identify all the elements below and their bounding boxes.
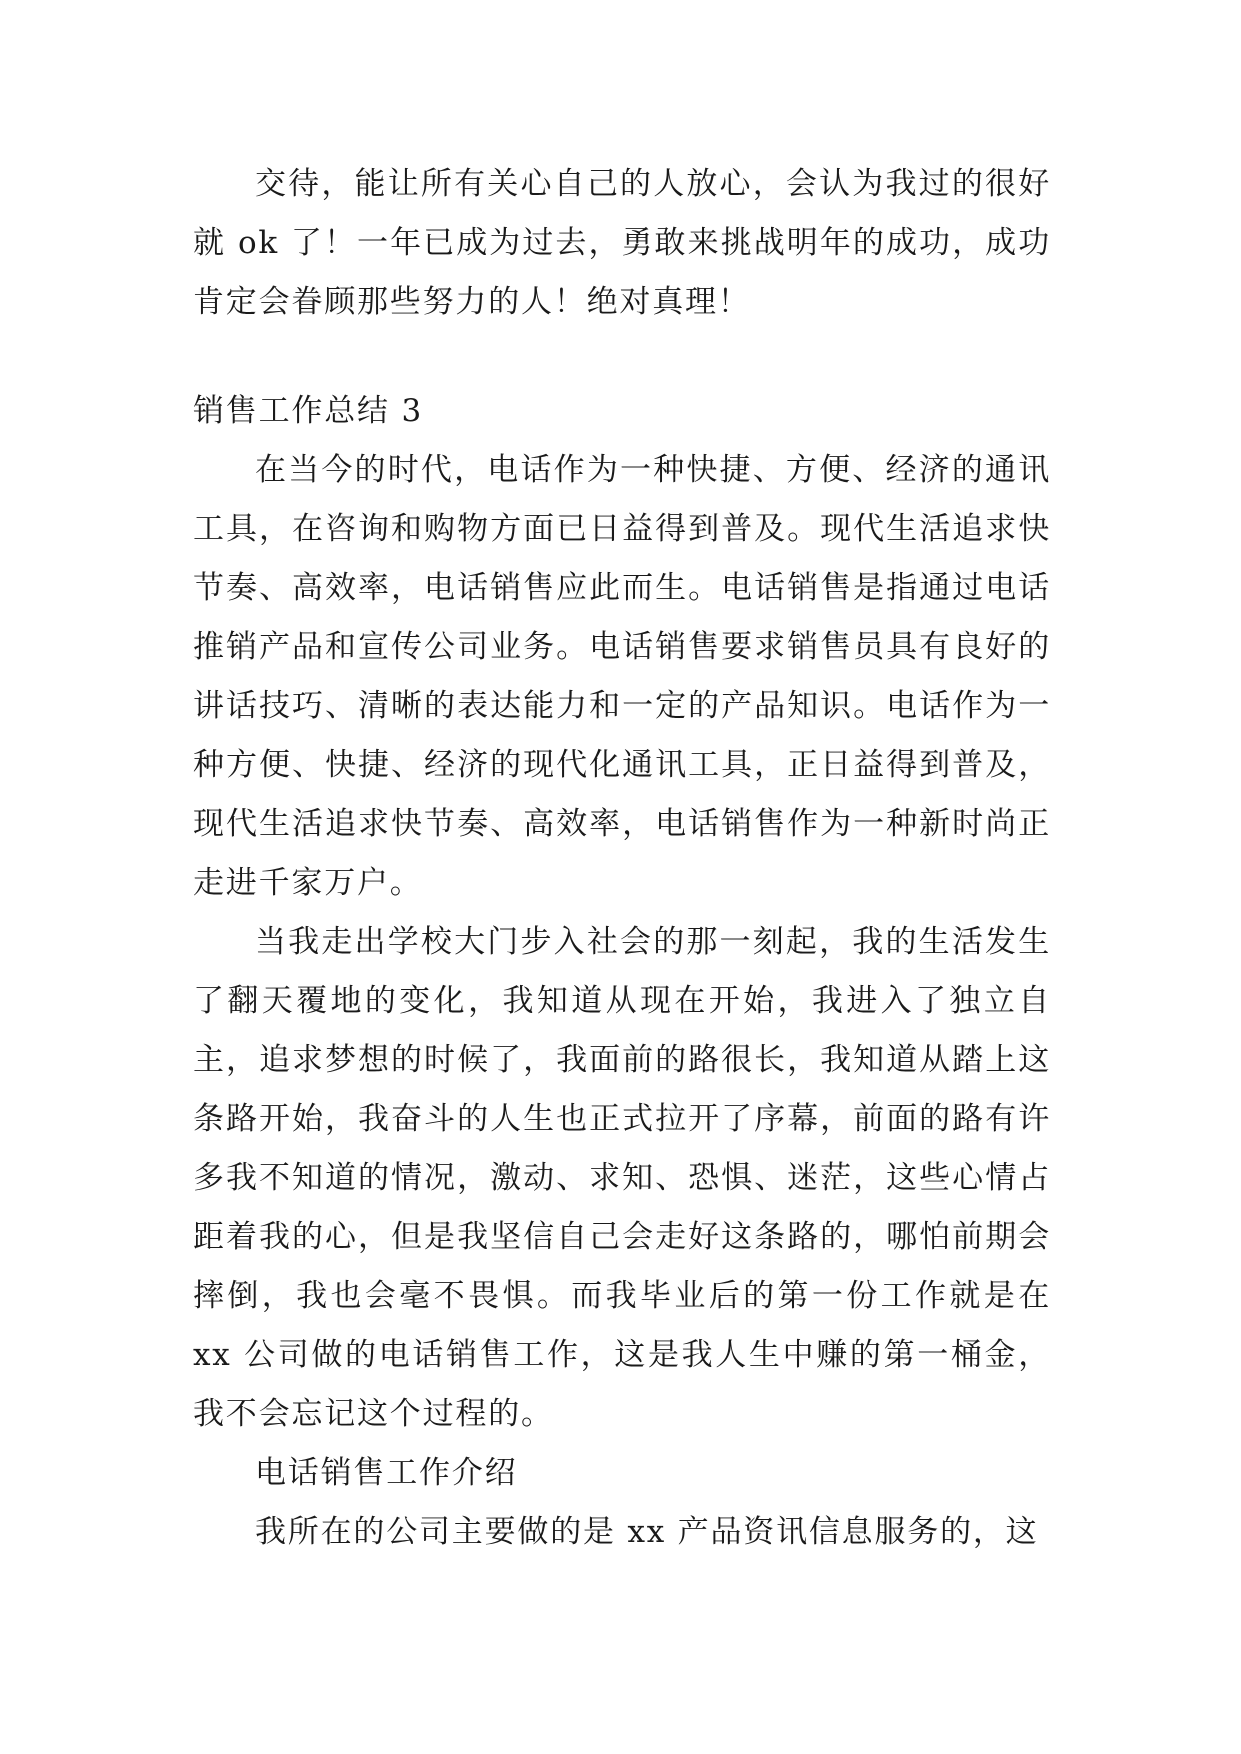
paragraph-personal-story: 当我走出学校大门步入社会的那一刻起，我的生活发生了翻天覆地的变化，我知道从现在开始，我进入了独立自主，追求梦想的时候了，我面前的路很长，我知道从踏上这条路开始，我奋斗的人生也正式拉开了序幕，前面的路有许多我不知道的情况，激动、求知、恐惧、迷茫，这些心情占距着我的心，但是我坚信自己会走好这条路的，哪怕前期会摔倒，我也会毫不畏惧。而我毕业后的第一份工作就是在 xx 公司做的电话销售工作，这是我人生中赚的第一桶金，我不会忘记这个过程的。 (193, 924, 1051, 1432)
paragraph-telephone-sales: 在当今的时代，电话作为一种快捷、方便、经济的通讯工具，在咨询和购物方面已日益得到普及。现代生活追求快节奏、高效率，电话销售应此而生。电话销售是指通过电话推销产品和宣传公司业务。电话销售要求销售员具有良好的讲话技巧、清晰的表达能力和一定的产品知识。电话作为一种方便、快捷、经济的现代化通讯工具，正日益得到普及，现代生活追求快节奏、高效率，电话销售作为一种新时尚正走进千家万户。 (193, 452, 1051, 901)
subheading-job-intro: 电话销售工作介绍 (255, 1455, 518, 1491)
section-spacer (193, 332, 1051, 382)
paragraph-intro: 交待，能让所有关心自己的人放心，会认为我过的很好就 ok 了！一年已成为过去，勇敢来挑战明年的成功，成功肯定会眷顾那些努力的人！绝对真理！ (193, 166, 1051, 320)
section-title: 销售工作总结 3 (193, 393, 423, 429)
document-body (193, 155, 1051, 1562)
paragraph-company-intro: 我所在的公司主要做的是 xx 产品资讯信息服务的，这 (255, 1514, 1039, 1550)
